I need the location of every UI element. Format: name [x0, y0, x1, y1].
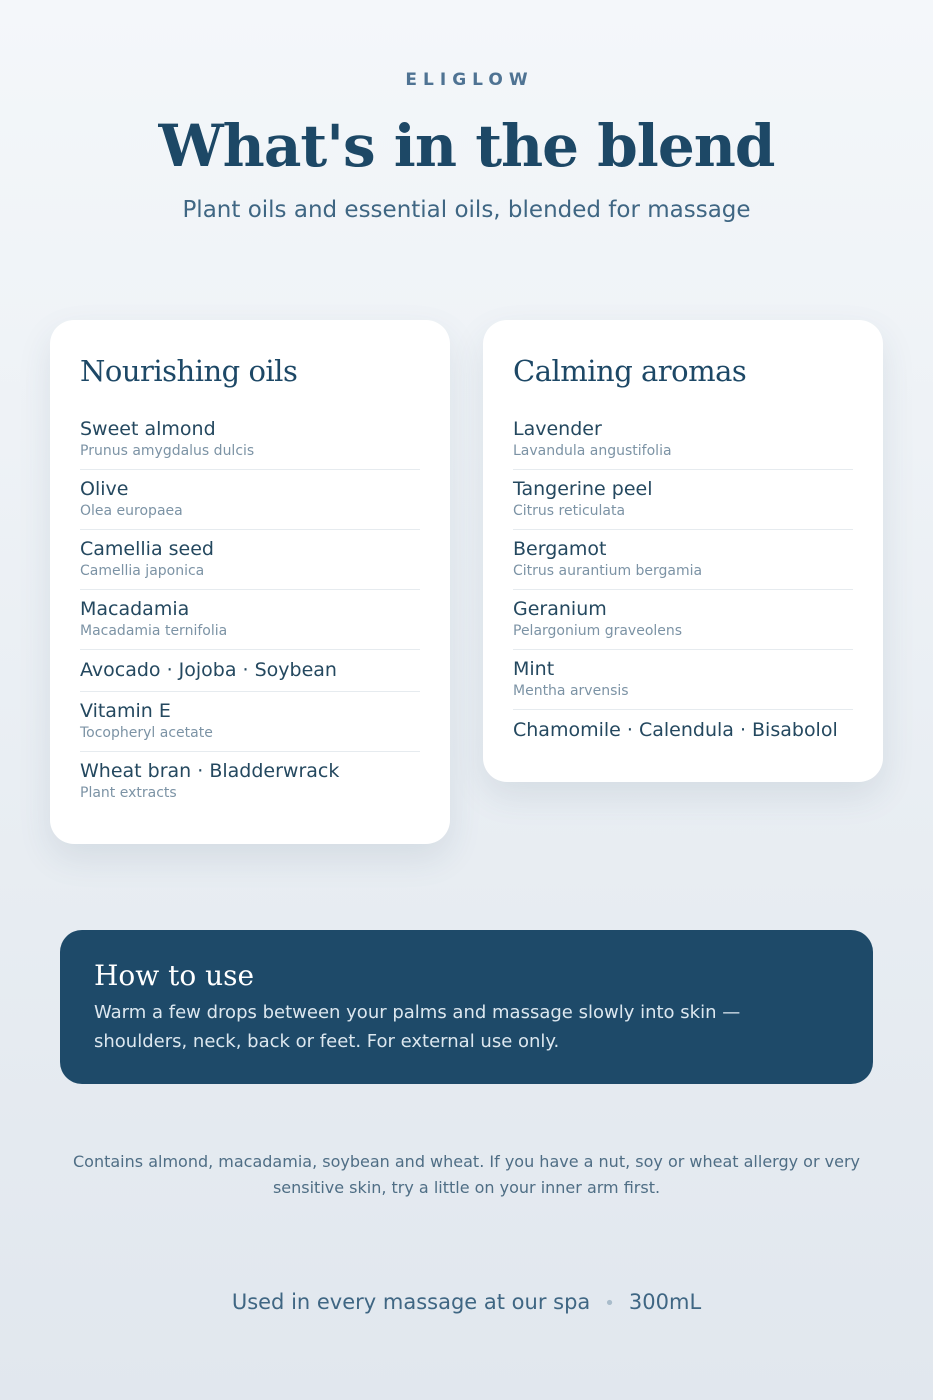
page-title: What's in the blend — [158, 112, 775, 180]
nourishing-oils-title: Nourishing oils — [80, 354, 298, 388]
ingredient-name: Sweet almond — [80, 418, 216, 440]
ingredient-name: Lavender — [513, 418, 602, 440]
oil-list — [80, 410, 420, 811]
list-item — [80, 530, 420, 590]
list-item — [80, 752, 420, 811]
nourishing-oils-card — [50, 320, 450, 844]
calming-aromas-card — [483, 320, 883, 782]
ingredient-latin: Pelargonium graveolens — [513, 623, 683, 639]
ingredient-name: Mint — [513, 658, 555, 680]
page-subtitle: Plant oils and essential oils, blended for massage — [182, 197, 751, 223]
list-item — [513, 530, 853, 590]
calming-aromas-title: Calming aromas — [513, 354, 747, 388]
brand-name: ELIGLOW — [405, 70, 534, 90]
ingredient-name: Wheat bran · Bladderwrack — [80, 760, 340, 782]
aroma-list — [513, 410, 853, 751]
ingredient-name: Camellia seed — [80, 538, 214, 560]
ingredient-name: Bergamot — [513, 538, 607, 560]
ingredient-name: Macadamia — [80, 598, 190, 620]
ingredient-latin: Citrus aurantium bergamia — [513, 563, 703, 579]
list-item — [513, 710, 853, 751]
ingredient-name: Geranium — [513, 598, 607, 620]
list-item — [80, 590, 420, 650]
ingredient-name: Vitamin E — [80, 700, 171, 722]
ingredient-latin: Citrus reticulata — [513, 503, 626, 519]
ingredient-latin: Plant extracts — [80, 785, 177, 801]
ingredient-latin: Olea europaea — [80, 503, 183, 519]
ingredient-latin: Camellia japonica — [80, 563, 205, 579]
ingredient-name: Tangerine peel — [513, 478, 653, 500]
footer-usage: Used in every massage at our spa — [231, 1290, 591, 1314]
how-to-use-panel — [60, 930, 873, 1084]
footer — [0, 1290, 933, 1314]
list-item — [80, 692, 420, 752]
list-item — [513, 590, 853, 650]
how-to-use-title: How to use — [94, 959, 255, 992]
list-item — [513, 410, 853, 470]
ingredient-latin: Tocopheryl acetate — [80, 725, 213, 741]
list-item — [80, 470, 420, 530]
list-item — [513, 470, 853, 530]
list-item — [80, 410, 420, 470]
ingredient-latin: Macadamia ternifolia — [80, 623, 228, 639]
ingredient-latin: Lavandula angustifolia — [513, 443, 672, 459]
ingredient-latin: Mentha arvensis — [513, 683, 629, 699]
list-item — [513, 650, 853, 710]
footer-separator: • — [604, 1293, 615, 1314]
allergy-warning: Contains almond, macadamia, soybean and wheat. If you have a nut, soy or wheat allergy or very sensitive skin, try a little on your inner arm first. — [73, 1152, 860, 1197]
how-to-use-text: Warm a few drops between your palms and massage slowly into skin — shoulders, neck, back or feet. For external use only. — [94, 1002, 741, 1052]
ingredient-name: Avocado · Jojoba · Soybean — [80, 659, 337, 681]
ingredient-latin: Prunus amygdalus dulcis — [80, 443, 255, 459]
footer-volume: 300mL — [628, 1290, 702, 1314]
ingredient-name: Chamomile · Calendula · Bisabolol — [513, 719, 838, 741]
list-item — [80, 650, 420, 692]
ingredient-name: Olive — [80, 478, 129, 500]
